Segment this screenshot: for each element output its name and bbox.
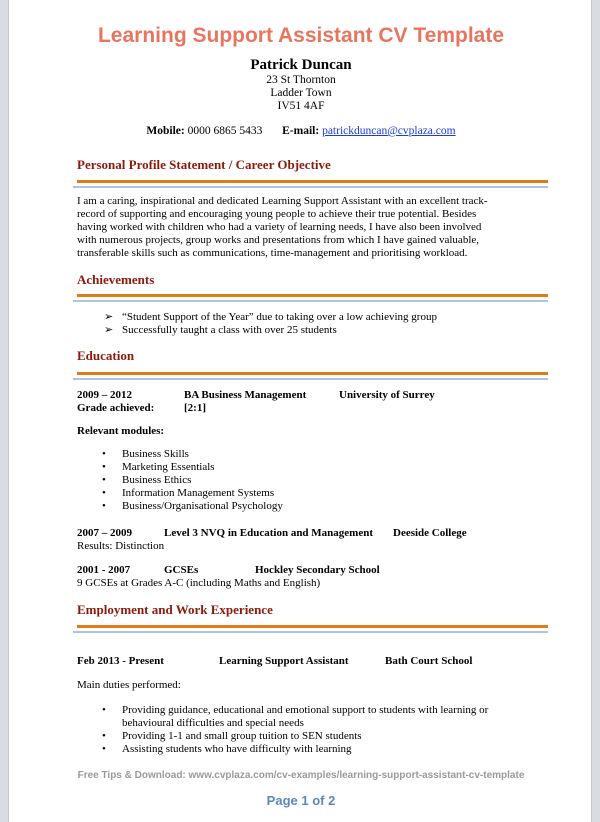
section-rule-blue: [73, 186, 548, 188]
document-title: Learning Support Assistant CV Template: [97, 24, 505, 47]
address-line-1: 23 St Thornton: [266, 74, 336, 86]
degree-title: BA Business Management: [184, 389, 307, 401]
duty-text: behavioural difficulties and special needs: [122, 717, 304, 730]
job-role: Learning Support Assistant: [219, 655, 349, 667]
address-line-2: Ladder Town: [270, 87, 332, 99]
list-item: [102, 704, 512, 731]
list-item: [104, 323, 337, 336]
profile-line: transferable skills such as communications, time-management and prioritising workload.: [77, 247, 468, 259]
section-rule-blue: [73, 631, 548, 633]
module-text: Marketing Essentials: [122, 461, 215, 473]
profile-line: having worked with children who had a variety of learning needs, I have also been involved: [77, 221, 482, 233]
section-rule-orange: [77, 180, 548, 183]
gcse-institution: Hockley Secondary School: [255, 564, 380, 576]
achievement-text: Successfully taught a class with over 25 students: [122, 324, 337, 336]
achievements-heading: Achievements: [77, 272, 155, 287]
education-heading: Education: [77, 348, 135, 363]
section-rule-blue: [73, 378, 548, 380]
duty-text: Assisting students who have difficulty with learning: [122, 743, 352, 755]
profile-line: record of supporting and encouraging young people to achieve their true potential. Besides: [77, 208, 477, 220]
bullet-icon: •: [102, 500, 106, 512]
module-text: Business Ethics: [122, 474, 192, 486]
grade-value: [2:1]: [184, 402, 206, 414]
duty-text: Providing guidance, educational and emotional support to students with learning or: [122, 704, 489, 716]
section-rule-blue: [73, 300, 548, 302]
bullet-icon: •: [102, 487, 106, 499]
contact-line: [9, 125, 593, 137]
list-item: [102, 474, 191, 487]
list-item: [102, 487, 274, 500]
bullet-icon: •: [102, 461, 106, 473]
list-item: [102, 730, 362, 743]
nvq-result: Results: Distinction: [77, 540, 165, 552]
duty-text: Providing 1-1 and small group tuition to SEN students: [122, 730, 362, 742]
document-page: [8, 0, 592, 822]
bullet-icon: •: [102, 474, 106, 486]
page-number: Page 1 of 2: [266, 793, 336, 808]
bullet-icon: •: [102, 448, 106, 460]
list-item: [102, 743, 352, 756]
duties-label: Main duties performed:: [77, 679, 181, 691]
gcse-title: GCSEs: [164, 564, 199, 576]
gcse-result: 9 GCSEs at Grades A-C (including Maths and English): [77, 577, 321, 589]
nvq-institution: Deeside College: [393, 527, 467, 539]
list-item: [102, 448, 189, 461]
gcse-years: 2001 - 2007: [77, 564, 131, 576]
address-line-3: IV51 4AF: [277, 100, 325, 112]
degree-institution: University of Surrey: [339, 389, 435, 401]
email-label: E-mail:: [282, 125, 320, 137]
footer-tips-link[interactable]: Free Tips & Download: www.cvplaza.com/cv-examples/learning-support-assistant-cv-template: [77, 770, 525, 781]
list-item: [102, 461, 215, 474]
modules-label: Relevant modules:: [77, 425, 165, 437]
job-dates: Feb 2013 - Present: [77, 655, 164, 667]
arrow-bullet-icon: ➢: [104, 324, 114, 336]
module-text: Business Skills: [122, 448, 189, 460]
list-item: [102, 500, 283, 513]
bullet-icon: •: [102, 704, 106, 716]
mobile-number: 0000 6865 5433: [187, 125, 263, 137]
grade-label: Grade achieved:: [77, 402, 155, 414]
arrow-bullet-icon: ➢: [104, 311, 114, 323]
profile-line: I am a caring, inspirational and dedicated Learning Support Assistant with an excellent track-: [77, 195, 488, 207]
achievement-text: “Student Support of the Year” due to taking over a low achieving group: [122, 311, 437, 323]
job-employer: Bath Court School: [385, 655, 473, 667]
module-text: Information Management Systems: [122, 487, 275, 499]
section-rule-orange: [77, 372, 548, 375]
nvq-years: 2007 – 2009: [77, 527, 132, 539]
module-text: Business/Organisational Psychology: [122, 500, 283, 512]
bullet-icon: •: [102, 730, 106, 742]
profile-heading: Personal Profile Statement / Career Objective: [77, 157, 331, 172]
section-rule-orange: [77, 625, 548, 628]
nvq-title: Level 3 NVQ in Education and Management: [164, 527, 374, 539]
section-rule-orange: [77, 294, 548, 297]
profile-line: with numerous projects, group works and presentations from which I have gained valuable,: [77, 234, 480, 246]
mobile-label: Mobile:: [146, 125, 185, 137]
degree-years: 2009 – 2012: [77, 389, 132, 401]
employment-heading: Employment and Work Experience: [77, 602, 273, 617]
list-item: [104, 310, 437, 323]
candidate-name: Patrick Duncan: [250, 57, 352, 73]
email-link[interactable]: patrickduncan@cvplaza.com: [322, 125, 456, 137]
bullet-icon: •: [102, 743, 106, 755]
